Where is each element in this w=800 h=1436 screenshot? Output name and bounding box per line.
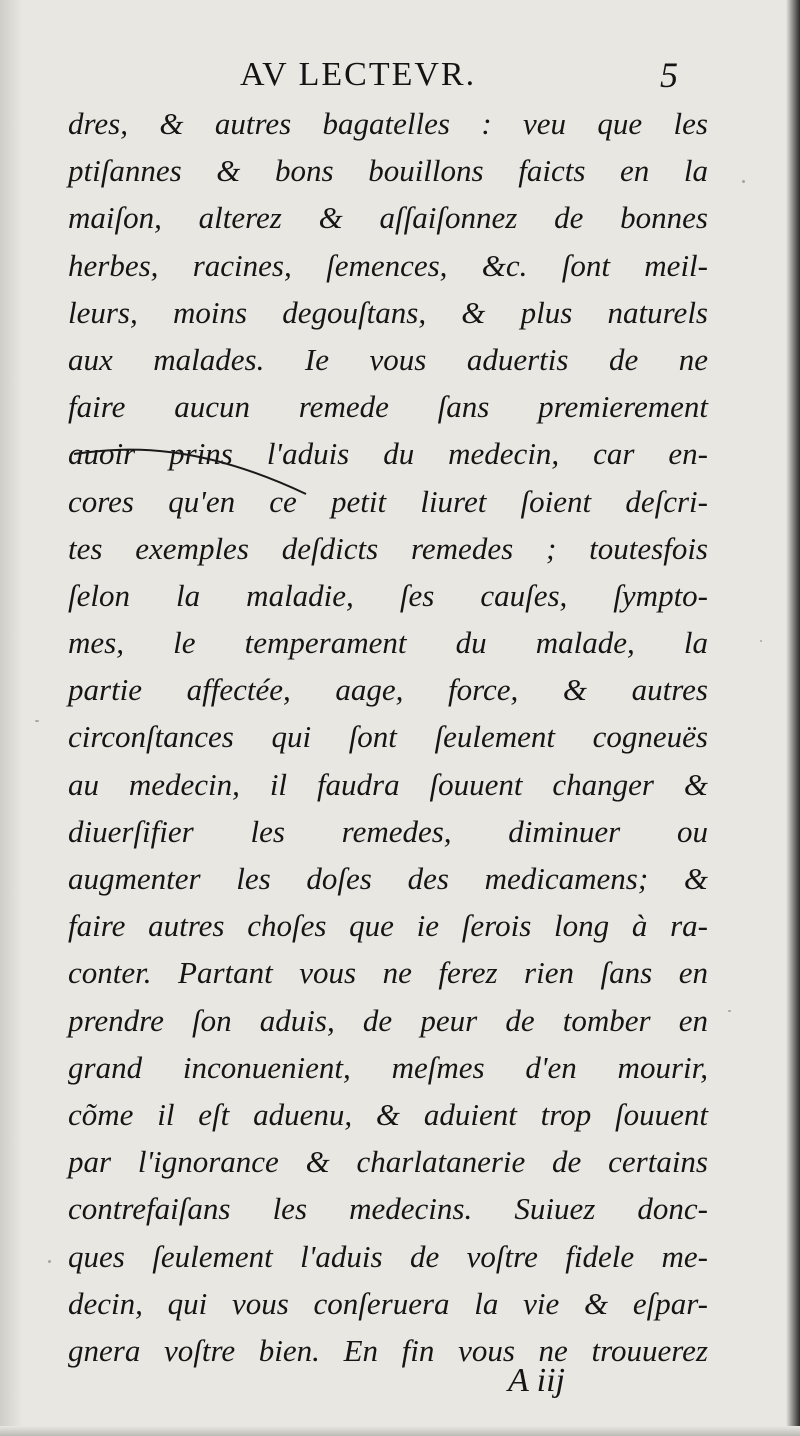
text-line: dres, & autres bagatelles : veu que les (68, 106, 708, 141)
text-line: par l'ignorance & charlatanerie de certains (68, 1144, 708, 1180)
text-line: augmenter les doſes des medicamens; & (68, 861, 708, 896)
text-line: auoir prins l'aduis du medecin, car en- (68, 436, 708, 472)
text-line: diuerſifier les remedes, diminuer ou (68, 813, 708, 849)
paper-speck (760, 640, 762, 642)
page-number: 5 (660, 55, 678, 95)
text-line: ptiſannes & bons bouillons faicts en la (68, 153, 708, 189)
text-line: leurs, moins degouſtans, & plus naturels (68, 294, 708, 330)
text-line: circonſtances qui ſont ſeulement cogneuës (68, 719, 708, 755)
text-line: conter. Partant vous ne ferez rien ſans en (68, 955, 708, 991)
handwritten-strikethrough (70, 436, 310, 496)
running-head (0, 56, 800, 96)
page-bottom-edge (0, 1426, 800, 1436)
page-left-edge (0, 0, 22, 1436)
text-line: maiſon, alterez & aſſaiſonnez de bonnes (68, 200, 708, 236)
text-line: faire aucun remede ſans premierement (68, 389, 708, 425)
text-line: cõme il eſt aduenu, & aduient trop ſouuent (68, 1096, 708, 1132)
text-line: tes exemples deſdicts remedes ; toutesfois (68, 530, 708, 566)
text-line: cores qu'en ce petit liuret ſoient deſcri- (68, 483, 708, 519)
body-text (68, 100, 708, 1374)
text-line: au medecin, il faudra ſouuent changer & (68, 766, 708, 802)
signature-mark: A iij (508, 1362, 565, 1399)
paper-speck (48, 1260, 51, 1263)
text-line: aux malades. Ie vous aduertis de ne (68, 341, 708, 377)
text-line: partie affectée, aage, force, & autres (68, 672, 708, 708)
text-line: prendre ſon aduis, de peur de tomber en (68, 1002, 708, 1038)
text-line: ques ſeulement l'aduis de voſtre fidele me- (68, 1238, 708, 1274)
text-line: ſelon la maladie, ſes cauſes, ſympto- (68, 577, 708, 613)
text-line: mes, le temperament du malade, la (68, 625, 708, 661)
paper-speck (728, 1010, 731, 1012)
text-line: decin, qui vous conſeruera la vie & eſpar- (68, 1285, 708, 1321)
page-right-edge (786, 0, 800, 1436)
paper-speck (742, 180, 745, 183)
running-head-title: AV LECTEVR. (240, 56, 477, 93)
text-line: contrefaiſans les medecins. Suiuez donc- (68, 1191, 708, 1227)
text-line: herbes, racines, ſemences, &c. ſont meil- (68, 247, 708, 283)
text-line: gnera voſtre bien. En fin vous ne trouuerez (68, 1332, 708, 1368)
text-line: faire autres choſes que ie ſerois long à ra- (68, 908, 708, 944)
text-line: grand inconuenient, meſmes d'en mourir, (68, 1049, 708, 1085)
paper-speck (35, 720, 39, 722)
